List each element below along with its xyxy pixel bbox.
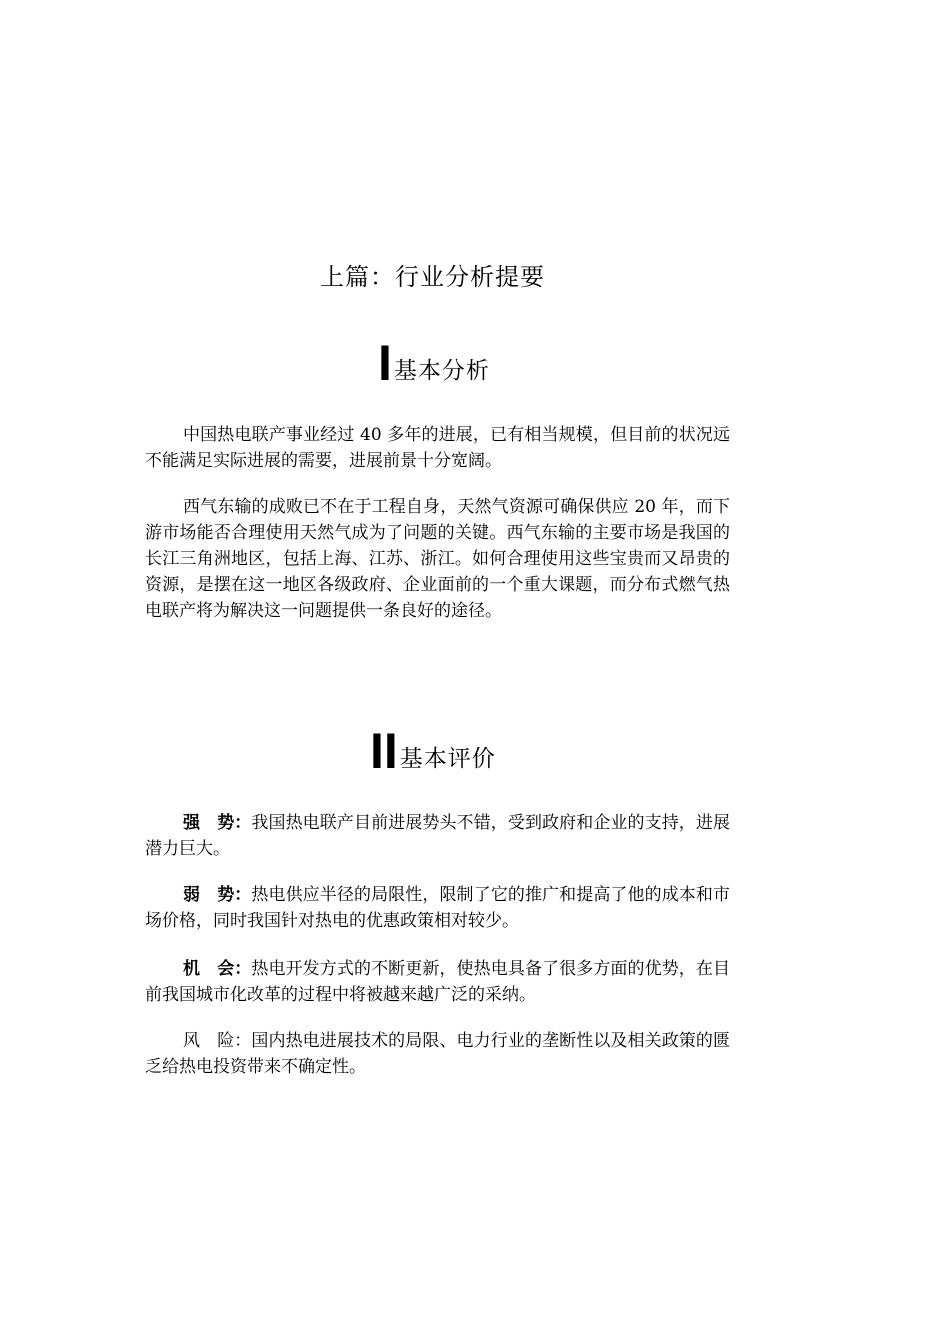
evaluation-term: 强 势： (183, 813, 252, 833)
evaluation-weaknesses (145, 882, 730, 934)
evaluation-text: 我国热电联产目前进展势头不错，受到政府和企业的支持，进展潜力巨大。 (145, 813, 731, 859)
evaluation-opportunities (145, 956, 730, 1008)
evaluation-text: 热电开发方式的不断更新，使热电具备了很多方面的优势，在目前我国城市化改革的过程中将被越来越广泛的采纳。 (145, 959, 731, 1005)
evaluation-strengths (145, 810, 730, 862)
paragraph: 西气东输的成败已不在于工程自身，天然气资源可确保供应 20 年，而下游市场能否合理使用天然气成为了问题的关键。西气东输的主要市场是我国的长江三角洲地区，包括上海、江苏、浙江。如何合理使用这些宝贵而又昂贵的资源，是摆在这一地区各级政府、企业面前的一个重大课题，而分布式燃气热电联产将为解决这一问题提供一条良好的途径。 (145, 497, 730, 621)
paragraph: 中国热电联产事业经过 40 多年的进展，已有相当规模，但目前的状况远不能满足实际进展的需要，进展前景十分宽阔。 (145, 425, 730, 471)
section-numeral: I (378, 335, 392, 391)
evaluation-text: 国内热电进展技术的局限、电力行业的垄断性以及相关政策的匮乏给热电投资带来不确定性。 (145, 1031, 731, 1077)
section-heading-basic-evaluation (370, 723, 496, 779)
page-title: 上篇：行业分析提要 (320, 263, 545, 291)
evaluation-text: 热电供应半径的局限性，限制了它的推广和提高了他的成本和市场价格，同时我国针对热电的优惠政策相对较少。 (145, 885, 731, 931)
section-title: 基本评价 (399, 746, 496, 772)
evaluation-term: 风 险： (183, 1031, 252, 1051)
evaluation-threats (145, 1028, 730, 1080)
section-heading-basic-analysis (378, 335, 490, 391)
section-title: 基本分析 (393, 358, 490, 384)
section-numeral: II (370, 723, 398, 779)
evaluation-term: 机 会： (183, 959, 252, 979)
evaluation-term: 弱 势： (183, 885, 252, 905)
